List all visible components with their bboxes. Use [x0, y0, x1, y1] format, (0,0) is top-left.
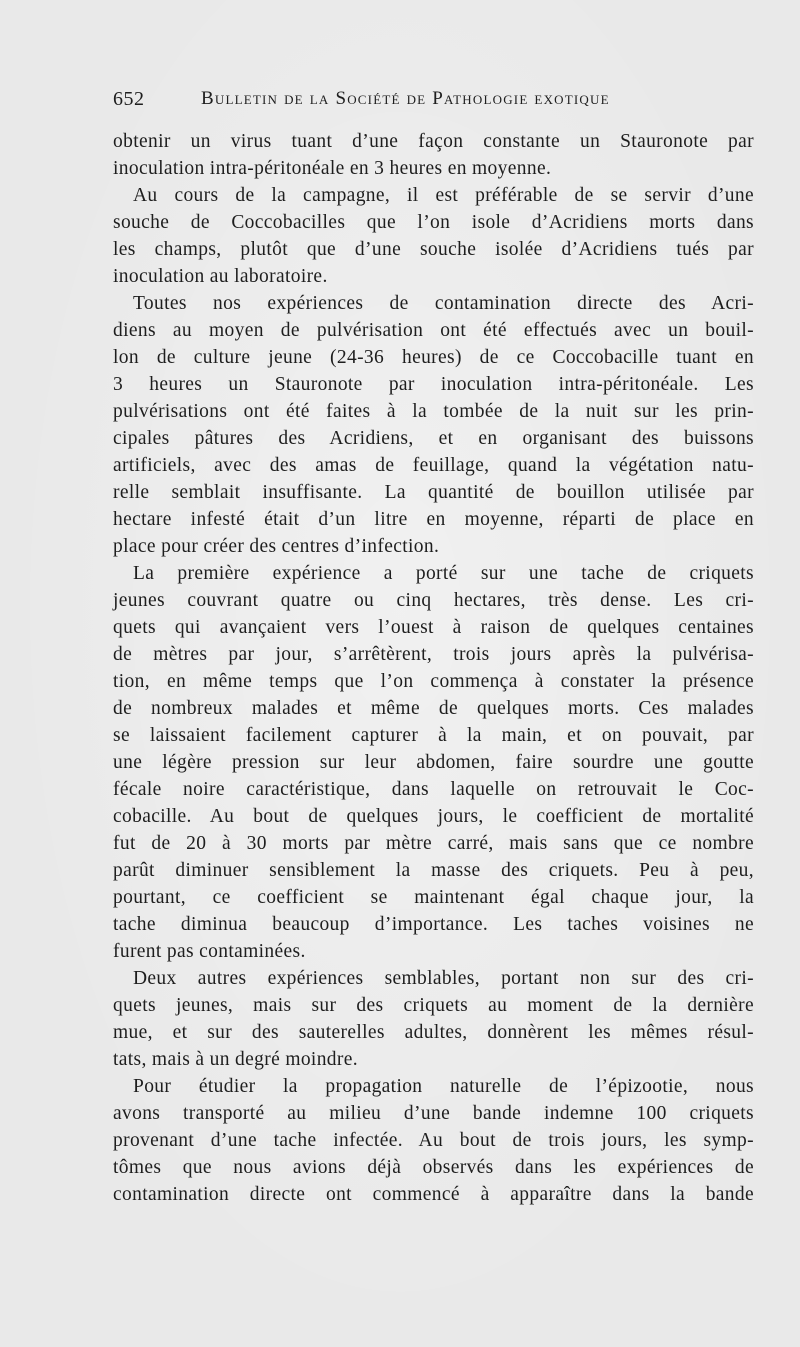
text-line: relle semblait insuffisante. La quantité de bouillon utilisée par [113, 482, 754, 503]
text-line: Pour étudier la propagation naturelle de l’épizootie, nous [133, 1076, 754, 1097]
text-line: une légère pression sur leur abdomen, faire sourdre une goutte [113, 752, 754, 773]
text-line: pulvérisations ont été faites à la tombée de la nuit sur les prin- [113, 401, 754, 422]
page-header [113, 88, 661, 112]
text-line: tion, en même temps que l’on commença à constater la présence [113, 671, 754, 692]
text-line: hectare infesté était d’un litre en moyenne, réparti de place en [113, 509, 754, 530]
text-line: provenant d’une tache infectée. Au bout de trois jours, les symp- [113, 1130, 754, 1151]
text-line: Toutes nos expériences de contamination directe des Acri- [133, 293, 754, 314]
body-text [113, 128, 754, 1208]
text-line: de nombreux malades et même de quelques morts. Ces malades [113, 698, 754, 719]
text-line: quets jeunes, mais sur des criquets au moment de la dernière [113, 995, 754, 1016]
text-line: fut de 20 à 30 morts par mètre carré, mais sans que ce nombre [113, 833, 754, 854]
text-line: Deux autres expériences semblables, portant non sur des cri- [133, 968, 754, 989]
text-line: furent pas contaminées. [113, 941, 306, 962]
text-line: obtenir un virus tuant d’une façon constante un Stauronote par [113, 131, 754, 152]
text-line: inoculation au laboratoire. [113, 266, 328, 287]
text-line: contamination directe ont commencé à apparaître dans la bande [113, 1184, 754, 1205]
text-line: mue, et sur des sauterelles adultes, donnèrent les mêmes résul- [113, 1022, 754, 1043]
text-line: lon de culture jeune (24-36 heures) de ce Coccobacille tuant en [113, 347, 754, 368]
page-number: 652 [113, 88, 145, 110]
text-line: de mètres par jour, s’arrêtèrent, trois jours après la pulvérisa- [113, 644, 754, 665]
text-line: inoculation intra-péritonéale en 3 heures en moyenne. [113, 158, 552, 179]
text-line: 3 heures un Stauronote par inoculation intra-péritonéale. Les [113, 374, 754, 395]
text-line: se laissaient facilement capturer à la main, et on pouvait, par [113, 725, 754, 746]
text-line: jeunes couvrant quatre ou cinq hectares, très dense. Les cri- [113, 590, 754, 611]
text-line: parût diminuer sensiblement la masse des criquets. Peu à peu, [113, 860, 754, 881]
text-line: les champs, plutôt que d’une souche isolée d’Acridiens tués par [113, 239, 754, 260]
text-line: pourtant, ce coefficient se maintenant égal chaque jour, la [113, 887, 754, 908]
text-line: cipales pâtures des Acridiens, et en organisant des buissons [113, 428, 754, 449]
text-line: tômes que nous avions déjà observés dans les expériences de [113, 1157, 754, 1178]
text-line: La première expérience a porté sur une tache de criquets [133, 563, 754, 584]
text-line: souche de Coccobacilles que l’on isole d’Acridiens morts dans [113, 212, 754, 233]
text-line: artificiels, avec des amas de feuillage, quand la végétation natu- [113, 455, 754, 476]
text-line: place pour créer des centres d’infection. [113, 536, 440, 557]
text-line: quets qui avançaient vers l’ouest à raison de quelques centaines [113, 617, 754, 638]
text-line: avons transporté au milieu d’une bande indemne 100 criquets [113, 1103, 754, 1124]
text-line: fécale noire caractéristique, dans laquelle on retrouvait le Coc- [113, 779, 754, 800]
text-line: tache diminua beaucoup d’importance. Les taches voisines ne [113, 914, 754, 935]
running-title: Bulletin de la Société de Pathologie exotique [201, 88, 610, 109]
text-line: tats, mais à un degré moindre. [113, 1049, 358, 1070]
text-line: Au cours de la campagne, il est préférable de se servir d’une [133, 185, 754, 206]
text-line: cobacille. Au bout de quelques jours, le coefficient de mortalité [113, 806, 754, 827]
text-line: diens au moyen de pulvérisation ont été effectués avec un bouil- [113, 320, 754, 341]
